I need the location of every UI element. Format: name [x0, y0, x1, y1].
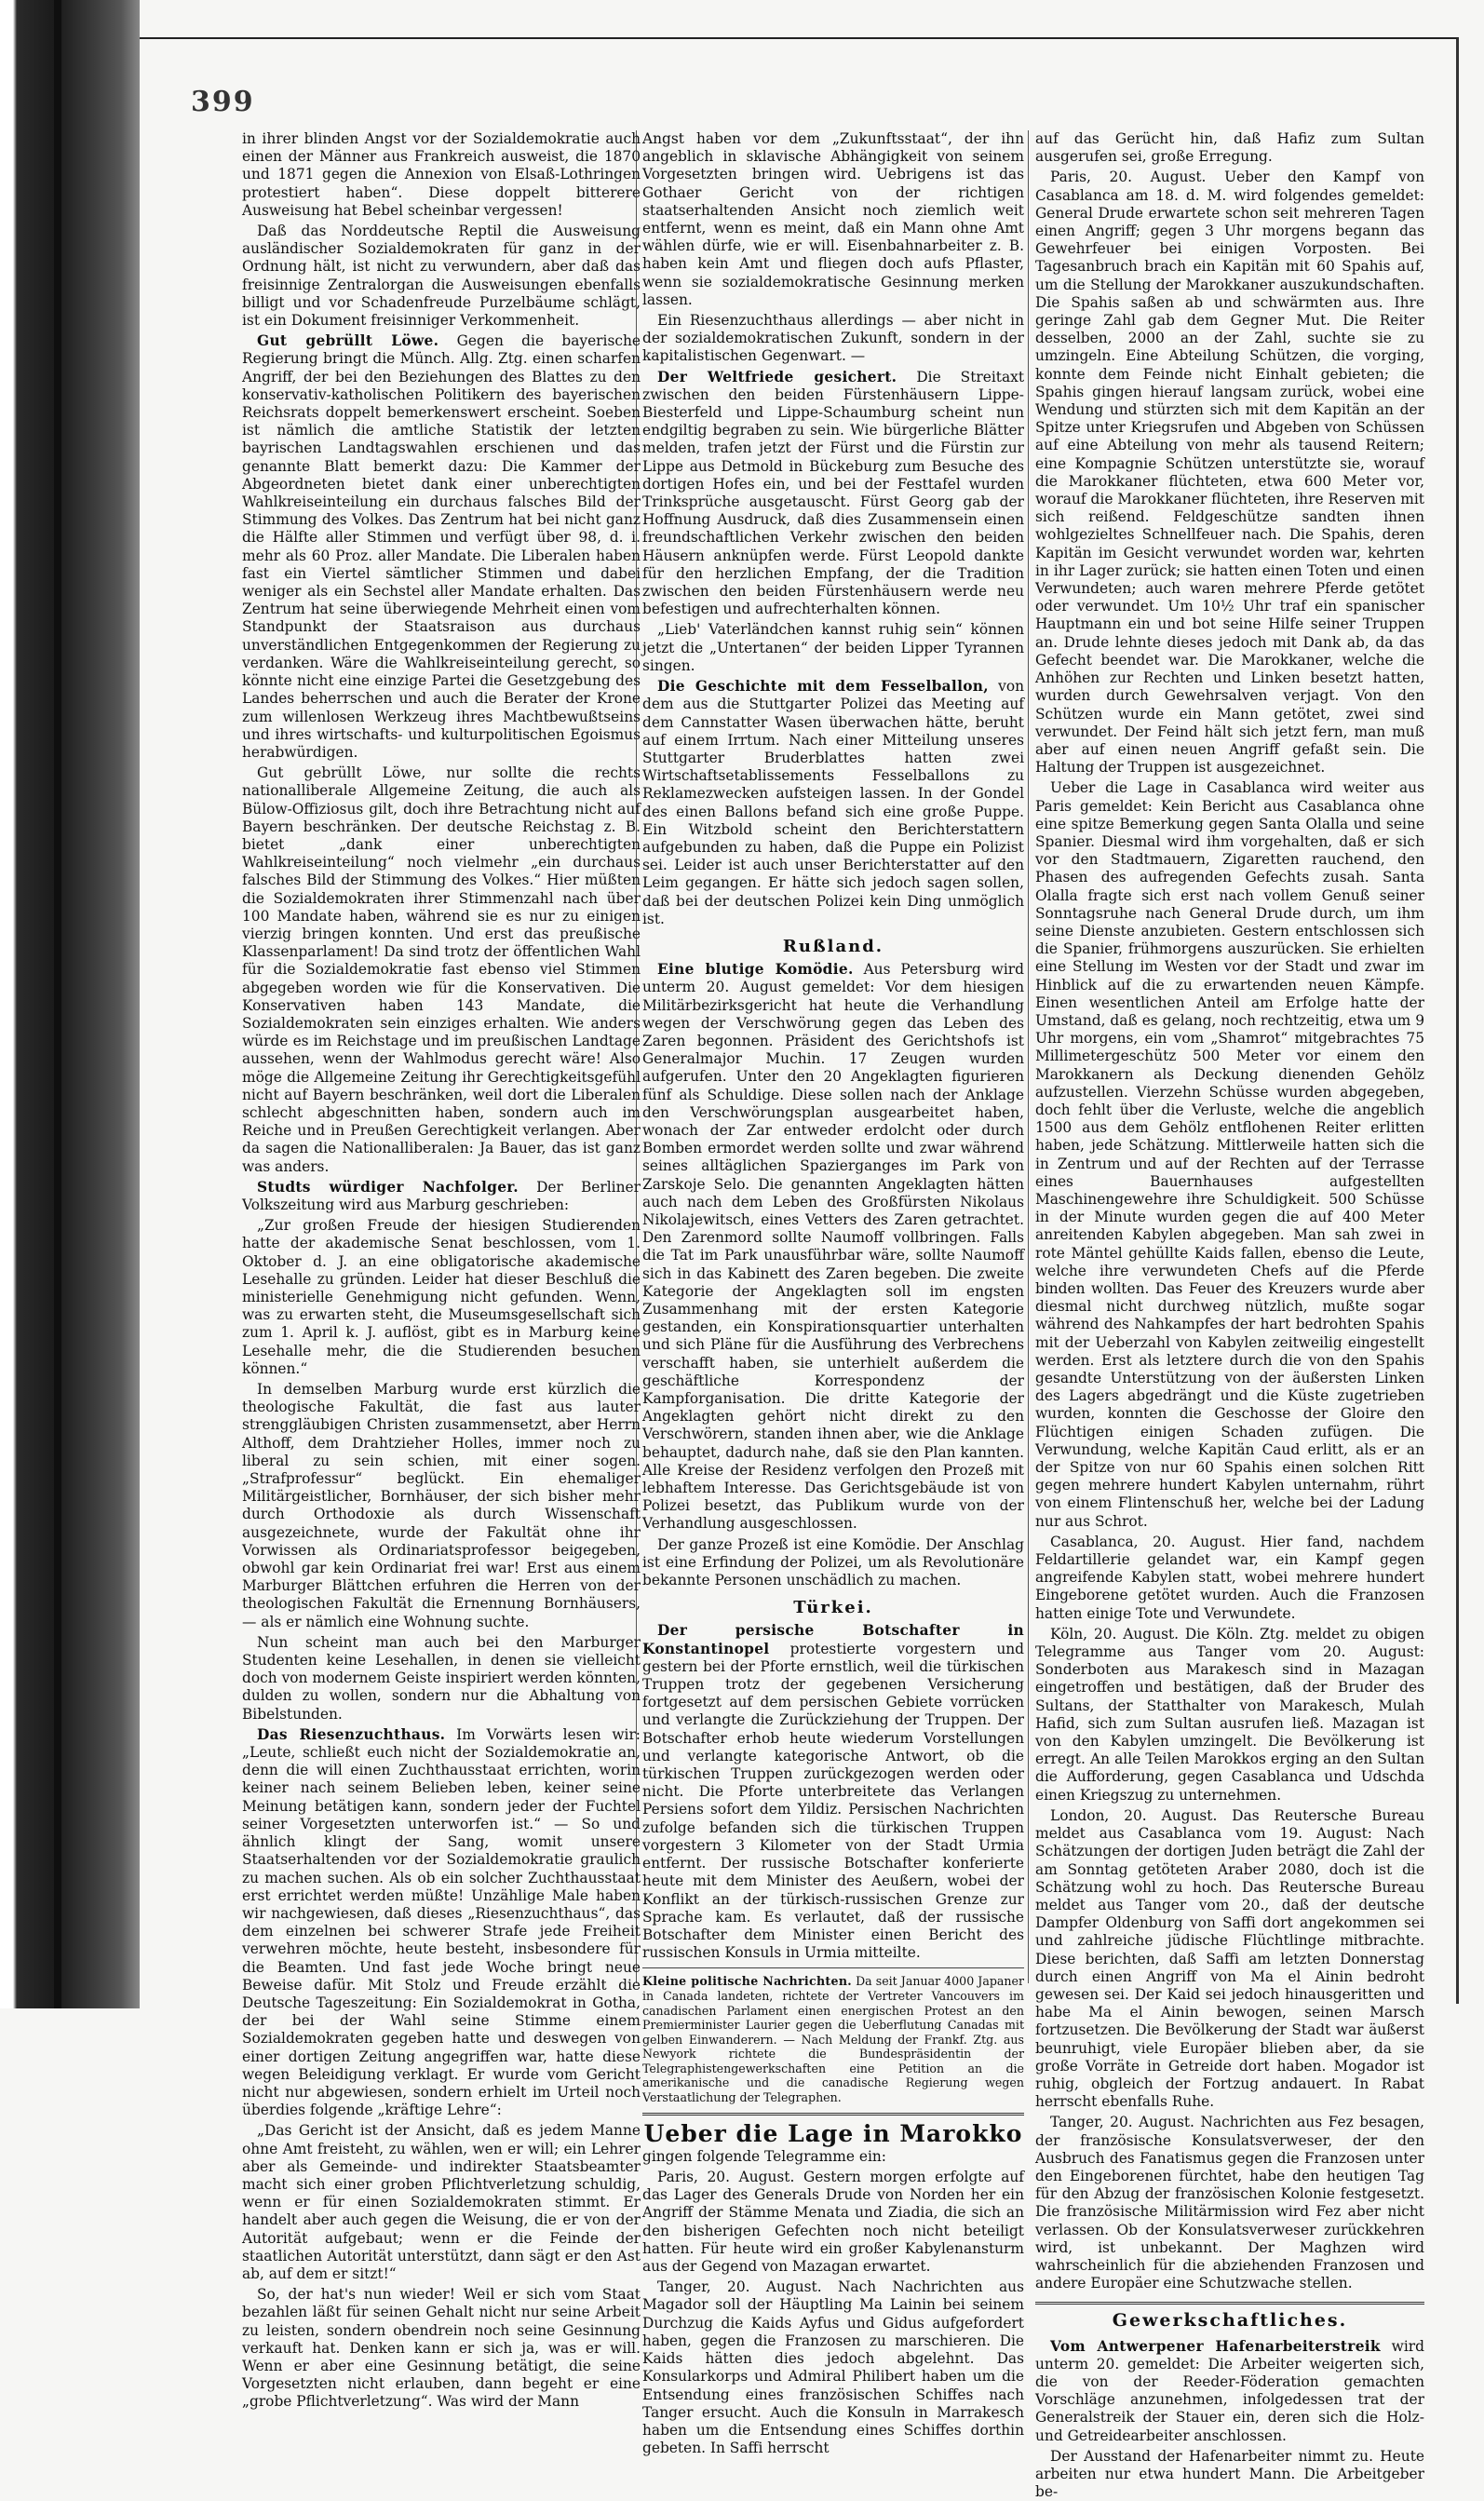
paragraph: auf das Gerücht hin, daß Hafiz zum Sultan ausgerufen sei, große Erregung.: [1035, 130, 1424, 166]
article-headline: Der Weltfriede gesichert.: [657, 368, 897, 385]
book-binding: [0, 0, 140, 2008]
section-heading-turkey: Türkei.: [793, 1598, 873, 1618]
article-headline: Eine blutige Komödie.: [657, 961, 854, 979]
short-news-text: Da seit Januar 4000 Japaner in Canada landeten, richtete der Vertreter Vancouvers im canadischen Parlament einen energischen Protest an den Premierminister Laurier gegen die Ueberflutung Canadas mit gelben Einwanderern. — Nach Meldung der Frankf. Ztg. aus Newyork richtete die Bundespräsidentin der Telegraphistengewerkschaften eine Petition an die amerikanische und die canadische Regierung wegen Verstaatlichung der Telegraphen.: [642, 1974, 1024, 2105]
article-headline: Gut gebrüllt Löwe.: [257, 332, 439, 350]
column-1: [242, 130, 641, 2411]
paragraph: Köln, 20. August. Die Köln. Ztg. meldet zu obigen Telegramme aus Tanger vom 20. August: Sonderboten aus Marakesch sind in Mazagan eingetroffen und bestätigen, daß der Bruder des Sultans, der Statthalter von Marakesch, Mulah Hafid, sich zum Sultan ausrufen ließ. Mazagan ist von den Kabylen umzingelt. Die Bevölkerung ist erregt. An alle Teilen Marokkos erging an den Sultan die Aufforderung, gegen Casablanca und Udschda einen Kriegszug zu unternehmen.: [1035, 1625, 1424, 1804]
article-headline: Die Geschichte mit dem Fesselballon,: [657, 678, 989, 696]
column-2: [642, 130, 1024, 2457]
paragraph: Ein Riesenzuchthaus allerdings — aber nicht in der sozialdemokratischen Zukunft, sondern in der kapitalistischen Gegenwart. —: [642, 312, 1024, 365]
article-headline: Vom Antwerpener Hafenarbeiterstreik: [1050, 2337, 1381, 2355]
column-3: [1035, 130, 1424, 2501]
paragraph: Casablanca, 20. August. Hier fand, nachdem Feldartillerie gelandet war, ein Kampf gegen angreifende Kabylen statt, wobei mehrere hundert Eingeborene getötet wurden. Auch die Franzosen hatten einige Tote und Verwundete.: [1035, 1533, 1424, 1622]
page-number: 399: [191, 86, 255, 118]
short-news: [642, 1967, 1024, 2104]
paragraph: In demselben Marburg wurde erst kürzlich die theologische Fakultät, die fast aus lauter strenggläubigen Christen zusammensetzt, aber Herrn Althoff, dem Drahtzieher Holles, immer noch zu liberal zu sein schien, mit einer sogen. „Strafprofessur“ beglückt. Ein ehemaliger Militärgeistlicher, Bornhäuser, der sich bisher mehr durch Orthodoxie als durch Wissenschaft ausgezeichnete, wurde der Fakultät ohne ihr Vorwissen als Ordinariatsprofessor beigegeben, obwohl gar kein Ordinariat frei war! Erst aus einem Marburger Blättchen erfuhren die Herren von der theologischen Fakultät die Ernennung Bornhäusers, — als er nämlich eine Wohnung suchte.: [242, 1381, 641, 1630]
article-headline: Das Riesenzuchthaus.: [257, 1725, 446, 1743]
paragraph: Die Streitaxt zwischen den beiden Fürstenhäusern Lippe-Biesterfeld und Lippe-Schaumburg scheint nun endgiltig begraben zu sein. Wie bürgerliche Blätter melden, trafen jetzt der Fürst und die Fürstin zur Lippe aus Detmold in Bückeburg zum Besuche des dortigen Hofes ein, und bei der Festtafel wurden Trinksprüche ausgetauscht. Fürst Georg gab der Hoffnung Ausdruck, daß dies Zusammensein einen freundschaftlichen Verkehr zwischen den beiden Häusern anknüpfen werde. Fürst Leopold dankte für den herzlichen Empfang, der die Tradition zwischen den beiden Fürstenhäusern werde neu befestigen und aufrechterhalten können.: [642, 368, 1024, 618]
paragraph: in ihrer blinden Angst vor der Sozialdemokratie auch einen der Männer aus Frankreich ausweist, die 1870 und 1871 gegen die Annexion von Elsaß-Lothringen protestiert haben“. Diese doppelt bitterere Ausweisung hat Bebel scheinbar vergessen!: [242, 130, 641, 219]
paragraph: „Das Gericht ist der Ansicht, daß es jedem Manne ohne Amt freisteht, zu wählen, wen er will; ein Lehrer aber als Gemeinde- und indirekter Staatsbeamter macht sich einer groben Pflichtverletzung schuldig, wenn er für einen Sozialdemokraten stimmt. Er handelt aber auch gegen die Weisung, die er von der Autorität aufgebaut; wenn er die Feinde der staatlichen Autorität unterstützt, dann sägt er den Ast ab, auf dem er sitzt!“: [242, 2122, 641, 2282]
paragraph: Gegen die bayerische Regierung bringt die Münch. Allg. Ztg. einen scharfen Angriff, der bei den Beziehungen des Blattes zu den konservativ-katholischen Politikern des bayerischen Reichsrats doppelt bemerkenswert erscheint. Soeben ist nämlich die amtliche Statistik der letzten bayrischen Landtagswahlen erschienen und das genannte Blatt bemerkt dazu: Die Kammer der Abgeordneten bietet dank einer unberechtigten Wahlkreiseinteilung ein durchaus falsches Bild der Stimmung des Volkes. Das Zentrum hat bei nicht ganz die Hälfte aller Stimmen und verfügt über 98, d. i. mehr als 60 Proz. aller Mandate. Die Liberalen haben fast ein Viertel sämtlicher Stimmen und dabei weniger als ein Sechstel aller Mandate erhalten. Das Zentrum hat seine überwiegende Mehrheit einen vom Standpunkt der Staatsraison aus durchaus unverständlichen Entgegenkommen der Regierung zu verdanken. Wäre die Wahlkreiseinteilung gerecht, so könnte nicht eine einzige Partei die Gesetzgebung des Landes beherrschen und auch die Berater der Krone zum willenlosen Werkzeug ihres Machtbewußtseins und ihres wirtschafts- und kulturpolitischen Egoismus herabwürdigen.: [242, 332, 641, 761]
paragraph: London, 20. August. Das Reutersche Bureau meldet aus Casablanca vom 19. August: Nach Schätzungen der dortigen Juden beträgt die Zahl der am Sonntag getöteten Araber 2080, doch ist die Schätzung wohl zu hoch. Das Reutersche Bureau meldet aus Tanger vom 20., daß der deutsche Dampfer Oldenburg von Saffi dort angekommen sei und zahlreiche jüdische Flüchtlinge mitbrachte. Diese berichten, daß Saffi am letzten Donnerstag durch einen Angriff von Ma el Ainin bedroht gewesen sei. Der Kaid sei jedoch hinausgeritten und habe Ma el Ainin bewogen, seinen Marsch fortzusetzen. Die Bevölkerung der Stadt war äußerst beunruhigt, viele Europäer blieben aber, da sie große Vorräte in Getreide dort haben. Mogador ist ruhig, obgleich der Fortzug andauert. In Rabat herrscht ebenfalls Ruhe.: [1035, 1806, 1424, 2111]
short-news-headline: Kleine politische Nachrichten.: [642, 1974, 852, 1989]
paragraph: „Lieb' Vaterländchen kannst ruhig sein“ können jetzt die „Untertanen“ der beiden Lipper Tyrannen singen.: [642, 621, 1024, 674]
paragraph: „Zur großen Freude der hiesigen Studierenden hatte der akademische Senat beschlossen, vom 1. Oktober d. J. an eine obligatorische akademische Lesehalle zu gründen. Leider hat dieser Beschluß die ministerielle Genehmigung nicht gefunden. Wenn, was zu erwarten steht, die Museumsgesellschaft sich zum 1. April k. J. auflöst, gibt es in Marburg keine Lesehalle mehr, die die Studierenden besuchen können.“: [242, 1217, 641, 1377]
morocco-headline: Ueber die Lage in Marokko: [642, 2113, 1024, 2143]
binding-stripe: [54, 0, 61, 2008]
paragraph: Paris, 20. August. Gestern morgen erfolgte auf das Lager des Generals Drude von Norden her ein Angriff der Stämme Menata und Ziadia, die sich an den bisherigen Gefechten noch nicht beteiligt hatten. Für heute wird ein großer Kabylenansturm aus der Gegend von Mazagan erwartet.: [642, 2169, 1024, 2276]
paragraph: protestierte vorgestern und gestern bei der Pforte ernstlich, weil die türkischen Truppen trotz der gegebenen Versicherung fortgesetzt auf dem persischen Gebiete vorrücken und verlangte die Zurückziehung der Truppen. Der Botschafter erhob heute wiederum Vorstellungen und verlangte kategorische Antwort, ob die türkischen Truppen zurückgezogen werden oder nicht. Die Pforte unterbreitete das Verlangen Persiens sofort dem Yildiz. Persischen Nachrichten zufolge befanden sich die türkischen Truppen vorgestern 3 Kilometer von der Stadt Urmia entfernt. Der russische Botschafter konferierte heute mit dem Minister des Aeußern, wobei der Konflikt an der türkisch-russischen Grenze zur Sprache kam. Es verlautet, daß der russische Botschafter dem Minister einen Bericht des russischen Konsuls in Urmia mitteilte.: [642, 1640, 1024, 1962]
paragraph: Im Vorwärts lesen wir: „Leute, schließt euch nicht der Sozialdemokratie an, denn die will einen Zuchthausstaat errichten, worin keiner nach seinem Belieben leben, keiner seine Meinung betätigen kann, sondern jeder der Fuchtel seiner Vorgesetzten unterworfen ist.“ — So und ähnlich klingt der Sang, womit unsere Staatserhaltenden vor der Sozialdemokratie graulich zu machen suchen. Als ob ein solcher Zuchthausstaat erst errichtet werden müßte! Unzählige Male haben wir nachgewiesen, daß dieses „Riesenzuchthaus“, das dem einzelnen bei schwerer Strafe jede Freiheit verwehren möchte, heute besteht, insbesondere für die Beamten. Und fast jede Woche bringt neue Beweise dafür. Mit Stolz und Freude erzählt die Deutsche Tageszeitung: Ein Sozialdemokrat in Gotha, der bei der Wahl seine Stimme einem Sozialdemokraten gegeben hatte und deswegen von einer dortigen Zeitung angegriffen war, hatte diese wegen Beleidigung verklagt. Er wurde vom Gericht nicht nur abgewiesen, sondern erhielt im Urteil noch überdies folgende „kräftige Lehre“:: [242, 1725, 641, 2119]
paragraph: Der ganze Prozeß ist eine Komödie. Der Anschlag ist eine Erfindung der Polizei, um als Revolutionäre bekannte Personen unschädlich zu machen.: [642, 1535, 1024, 1589]
column-rule: [1028, 130, 1029, 1983]
paragraph: Daß das Norddeutsche Reptil die Ausweisung ausländischer Sozialdemokraten für ganz in der Ordnung hält, ist nicht zu verwundern, aber daß das freisinnige Zentralorgan die Ausweisungen ebenfalls billigt und vor Schadenfreude Purzelbäume schlägt, ist ein Dokument freisinniger Verkommenheit.: [242, 223, 641, 330]
paragraph: Nun scheint man auch bei den Marburger Studenten keine Lesehallen, in denen sie vielleicht doch von modernem Geiste inspiriert werden könnten, dulden zu wollen, sondern nur die Abhaltung von Bibelstunden.: [242, 1633, 641, 1723]
article-headline: Der persische Botschafter in Konstantinopel: [642, 1622, 1024, 1657]
paragraph: Angst haben vor dem „Zukunftsstaat“, der ihn angeblich in sklavische Abhängigkeit von seinem Vorgesetzten bringen wird. Uebrigens ist das Gothaer Gericht von der richtigen staatserhaltenden Ansicht noch ziemlich weit entfernt, wenn es meint, daß ein Mann ohne Amt wählen dürfe, wie er will. Eisenbahnarbeiter z. B. haben kein Amt und fliegen doch aufs Pflaster, wenn sie sozialdemokratische Gesinnung merken lassen.: [642, 130, 1024, 308]
paragraph: Aus Petersburg wird unterm 20. August gemeldet: Vor dem hiesigen Militärbezirksgericht hat heute die Verhandlung wegen der Verschwörung gegen das Leben des Zaren begonnen. Präsident des Gerichtshofs ist Generalmajor Muchin. 17 Zeugen wurden aufgerufen. Unter den 20 Angeklagten figurieren fünf als Schuldige. Diese sollen nach der Anklage den Verschwörungsplan ausgearbeitet haben, wonach der Zar entweder erdolcht oder durch Bomben ermordet werden sollte und zwar während seines alltäglichen Spazierganges im Park von Zarskoje Selo. Die genannten Angeklagten hätten auch nach dem Leben des Großfürsten Nikolaus Nikolajewitsch, eines Vetters des Zaren getrachtet. Den Zarenmord sollte Naumoff vollbringen. Falls die Tat im Park unausführbar wäre, sollte Naumoff sich in das Kabinett des Zaren begeben. Die zweite Kategorie der Angeklagten soll im engsten Zusammenhang mit der ersten Kategorie gestanden, ein Konspirationsquartier unterhalten und sich Pläne für die Ausführung des Verbrechens verschafft haben, sie unterhielt außerdem die geschäftliche Korrespondenz der Kampforganisation. Die dritte Kategorie der Angeklagten gehört nicht direkt zu den Verschwörern, standen ihnen aber, wie die Anklage behauptet, dadurch nahe, daß sie den Plan kannten. Alle Kreise der Residenz verfolgen den Prozeß mit lebhaftem Interesse. Das Gerichtsgebäude ist von Polizei besetzt, das Publikum wurde von der Verhandlung ausgeschlossen.: [642, 961, 1024, 1533]
paragraph: wird unterm 20. gemeldet: Die Arbeiter weigerten sich, die von der Reeder-Föderation gemachten Vorschläge anzunehmen, infolgedessen trat der Generalstreik der Stauer ein, deren sich die Holz- und Getreidearbeiter anschlossen.: [1035, 2337, 1424, 2444]
article-headline: Studts würdiger Nachfolger.: [257, 1178, 519, 1196]
paragraph: Ueber die Lage in Casablanca wird weiter aus Paris gemeldet: Kein Bericht aus Casablanca ohne eine spitze Bemerkung gegen Santa Olalla und seine Spanier. Diesmal wird ihm vorgehalten, daß er sich vor den Stadtmauern, Zigaretten rauchend, den Phasen des aufregenden Gefechts zusah. Santa Olalla fragte sich erst nach vollem Genuß seiner Sonntagsruhe nach General Drude durch, um ihm seine Dienste anzubieten. Gestern entschlossen sich die Spanier, frühmorgens auszurücken. Sie erhielten eine Stellung im Westen vor der Stadt und zwar im Hinblick auf die zu erwartenden neuen Kämpfe. Einen wesentlichen Anteil am Erfolge hatte der Umstand, daß es gelang, noch rechtzeitig, etwa um 9 Uhr morgens, ein vom „Shamrot“ mitgebrachtes 75 Millimetergeschütz 500 Meter vor einem den Marokkanern als Deckung dienenden Gehölz aufzustellen. Vierzehn Schüsse wurden abgegeben, doch fehlt über die Verluste, welche die angeblich 1500 aus dem Gehölz entflohenen Reiter erlitten haben, jede Schätzung. Mittlerweile hatten sich die in Zentrum und auf der Rechten auf der Terrasse eines Bauernhauses aufgestellten Maschinengewehre ihre Schuldigkeit. 500 Schüsse in der Minute wurden gegen die auf 400 Meter anreitenden Kabylen abgegeben. Man sah zwei in rote Mäntel gehüllte Kaids fallen, ebenso die Leute, welche ihre verwundeten Chefs auf die Pferde binden wollten. Das Feuer des Kreuzers wurde aber diesmal nicht durchweg nützlich, mußte sogar während des Nahkampfes der hart bedrohten Spahis mit der Ueberzahl von Kabylen zeitweilig eingestellt werden. Erst als letztere durch die von den Spahis gesandte Unterstützung von der äußersten Linken des Lagers abgedrängt und die Küste zugetrieben wurden, konnten die Geschosse der Gloire den Flüchtigen einigen Schaden zufügen. Die Verwundung, welche Kapitän Caud erlitt, als er an der Spitze von nur 60 Spahis einen solchen Ritt gegen mehrere hundert Kabylen unternahm, rührt von einem Flintenschuß her, welche bei der Ladung nur aus Schrot.: [1035, 779, 1424, 1530]
section-heading-russia: Rußland.: [782, 936, 884, 956]
paragraph: von dem aus die Stuttgarter Polizei das Meeting auf dem Cannstatter Wasen überwachen hätte, beruht auf einem Irrtum. Nach einer Mitteilung unseres Stuttgarter Bruderblattes hatten zwei Wirtschaftsetablissements Fesselballons zu Reklamezwecken aufsteigen lassen. In der Gondel des einen Ballons befand sich eine große Puppe. Ein Witzbold scheint den Berichterstattern aufgebunden zu haben, daß die Puppe ein Polizist sei. Leider ist auch unser Berichterstatter auf den Leim gegangen. Er hätte sich jedoch sagen sollen, daß bei der deutschen Polizei kein Ding unmöglich ist.: [642, 678, 1024, 927]
section-heading-trade-unions: Gewerkschaftliches.: [1035, 2302, 1424, 2330]
paragraph: Paris, 20. August. Ueber den Kampf von Casablanca am 18. d. M. wird folgendes gemeldet: General Drude erwartete schon seit mehreren Tagen einen Angriff; gegen 3 Uhr morgens begann das Gewehrfeuer bei einigen Vorposten. Bei Tagesanbruch brach ein Kapitän mit 60 Spahis auf, um die Stellung der Marokkaner auszukundschaften. Die Spahis saßen ab und schwärmten aus. Ihre geringe Zahl gab dem Gegner Mut. Die Reiter desselben, 2000 an der Zahl, suchte sie zu umzingeln. Eine Abteilung Schützen, die vorging, konnte dem Feinde nicht Einhalt gebieten; die Spahis gingen hierauf langsam zurück, wobei eine Wendung und stürzten sich mit dem Kapitän an der Spitze unter Kriegsrufen und Abgeben von Schüssen auf eine Abteilung von mehr als tausend Reitern; eine Kompagnie Schützen unterstützte sie, worauf die Marokkaner flüchteten, etwa 600 Meter vor, worauf die Marokkaner flüchteten, ihre Reserven mit sich reißend. Feldgeschütze sandten ihnen wohlgezieltes Schnellfeuer nach. Die Spahis, deren Kapitän im Gesicht verwundet worden war, kehrten in ihr Lager zurück; sie hatten einen Toten und einen Verwundeten; auch waren mehrere Pferde getötet oder verwundet. Um 10½ Uhr traf ein spanischer Hauptmann ein und bot seine Hilfe seiner Truppen an. Drude lehnte dieses jedoch mit Dank ab, da das Gefecht beendet war. Die Marokkaner, welche die Anhöhen zur Rechten und Linken besetzt hatten, wurden durch Gewehrsalven verjagt. Von den Schützen wurde ein Mann getötet, zwei sind verwundet. Der Feind hält sich jetzt fern, man muß aber auf einen neuen Angriff gefaßt sein. Die Haltung der Truppen ist ausgezeichnet.: [1035, 169, 1424, 777]
paragraph: Der Berliner Volkszeitung wird aus Marburg geschrieben:: [242, 1178, 641, 1213]
paragraph: gingen folgende Telegramme ein:: [642, 2147, 886, 2165]
paragraph: So, der hat's nun wieder! Weil er sich vom Staat bezahlen läßt für seinen Gehalt nicht nur seine Arbeit zu leisten, sondern obendrein noch seine Gesinnung verkauft hat. Denken kann er sich ja, was er will. Wenn er aber eine Gesinnung betätigt, die seine Vorgesetzten nicht erlauben, dann begeht er eine „grobe Pflichtverletzung“. Was wird der Mann: [242, 2286, 641, 2411]
paragraph: Tanger, 20. August. Nachrichten aus Fez besagen, der französische Konsulatsverweser, der den Ausbruch des Fanatismus gegen die Franzosen unter den Eingeborenen fürchtet, habe den heutigen Tag für den Abzug der französischen Kolonie festgesetzt. Die französische Militärmission wird Fez aber nicht verlassen. Ob der Konsulatsverweser zurückkehren wird, ist unbekannt. Der Maghzen wird wahrscheinlich für die abziehenden Franzosen und andere Europäer eine Schutzwache stellen.: [1035, 2114, 1424, 2292]
paragraph: Der Ausstand der Hafenarbeiter nimmt zu. Heute arbeiten nur etwa hundert Mann. Die Arbeitgeber be-: [1035, 2447, 1424, 2501]
paragraph: Gut gebrüllt Löwe, nur sollte die rechts nationalliberale Allgemeine Zeitung, die auch als Bülow-Offiziosus gilt, doch ihre Betrachtung nicht auf Bayern beschränken. Der deutsche Reichstag z. B. bietet „dank einer unberechtigten Wahlkreiseinteilung“ noch vielmehr „ein durchaus falsches Bild der Stimmung des Volkes.“ Hier müßten die Sozialdemokraten ihrer Stimmenzahl nach über 100 Mandate haben, während sie es nur zu einigen vierzig bringen konnten. Und erst das preußische Klassenparlament! Da sind trotz der öffentlichen Wahl für die Sozialdemokratie fast ebenso viel Stimmen abgegeben worden wie für die Konservativen. Die Konservativen haben 143 Mandate, die Sozialdemokraten sein einziges erhalten. Wie anders würde es im Reichstage und im preußischen Landtage aussehen, wenn der Wahlmodus gerecht wäre! Also möge die Allgemeine Zeitung ihr Gerechtigkeitsgefühl nicht auf Bayern beschränken, weil dort die Liberalen schlecht abgeschnitten haben, sondern auch im Reiche und in Preußen Gerechtigkeit verlangen. Aber da sagen die Nationalliberalen: Ja Bauer, das ist ganz was anders.: [242, 764, 641, 1175]
paragraph: Tanger, 20. August. Nach Nachrichten aus Magador soll der Häuptling Ma Lainin bei seinem Durchzug die Kaids Ayfus und Gidus aufgefordert haben, gegen die Franzosen zu marschieren. Die Kaids hätten dies jedoch abgelehnt. Das Konsularkorps und Admiral Philibert haben um die Entsendung eines französischen Schiffes nach Tanger ersucht. Auch die Konsuln in Marrakesch haben um die Entsendung eines Schiffes dorthin gebeten. In Saffi herrscht: [642, 2278, 1024, 2457]
